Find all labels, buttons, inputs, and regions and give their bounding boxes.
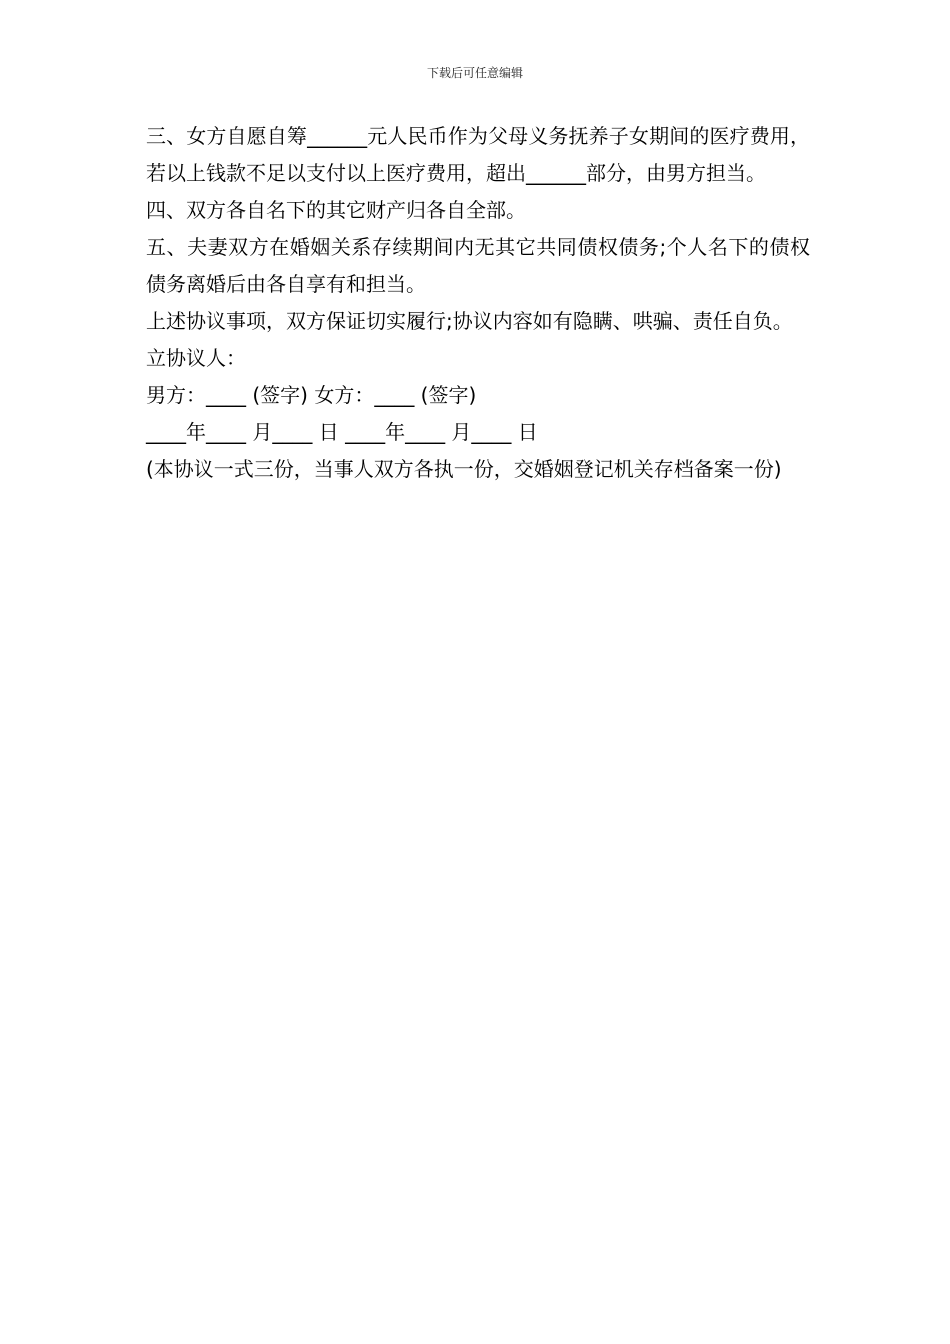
agreement-body [146,118,810,488]
signature-line: 男方：____ (签字) 女方：____ (签字) [146,383,477,407]
date-line: ____年____ 月____ 日 ____年____ 月____ 日 [146,420,538,444]
clause-five: 五、夫妻双方在婚姻关系存续期间内无其它共同债权债务;个人名下的债权债务离婚后由各自享有和担当。 [146,235,810,296]
copies-note: (本协议一式三份，当事人双方各执一份，交婚姻登记机关存档备案一份) [146,457,782,481]
clause-four: 四、双方各自名下的其它财产归各自全部。 [146,198,526,222]
clause-three: 三、女方自愿自筹______元人民币作为父母义务抚养子女期间的医疗费用，若以上钱款不足以支付以上医疗费用，超出______部分，由男方担当。 [146,124,810,185]
signatories-label: 立协议人： [146,346,246,370]
page-header: 下载后可任意编辑 [426,66,523,80]
performance-guarantee: 上述协议事项，双方保证切实履行;协议内容如有隐瞒、哄骗、责任自负。 [146,309,793,333]
